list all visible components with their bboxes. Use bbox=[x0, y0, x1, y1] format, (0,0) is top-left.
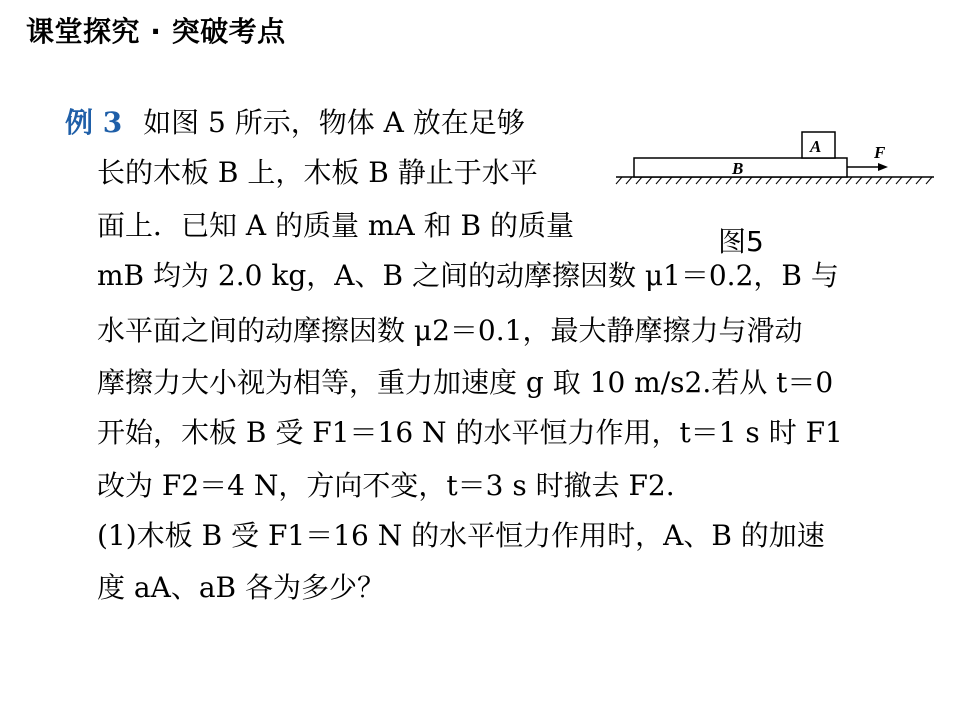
board-b-label: B bbox=[732, 159, 744, 178]
problem-line-9: (1)木板 B 受 F1＝16 N 的水平恒力作用时，A、B 的加速 bbox=[97, 519, 825, 552]
figure-caption: 图5 bbox=[718, 225, 764, 258]
ground-surface bbox=[616, 177, 934, 184]
problem-line-1: 例 3 如图 5 所示，物体 A 放在足够 bbox=[65, 106, 525, 139]
block-a-label: A bbox=[810, 137, 822, 156]
problem-line-8: 改为 F2＝4 N，方向不变，t＝3 s 时撤去 F2. bbox=[97, 469, 675, 502]
force-arrowhead bbox=[878, 163, 888, 171]
example-label: 例 3 bbox=[65, 106, 123, 139]
problem-line-2: 长的木板 B 上，木板 B 静止于水平 bbox=[97, 156, 538, 189]
problem-line-4: mB 均为 2.0 kg，A、B 之间的动摩擦因数 μ1＝0.2，B 与 bbox=[97, 259, 839, 292]
problem-line-7: 开始，木板 B 受 F1＝16 N 的水平恒力作用，t＝1 s 时 F1 bbox=[97, 416, 843, 449]
figure-5-diagram bbox=[612, 122, 938, 188]
problem-line-3: 面上．已知 A 的质量 mA 和 B 的质量 bbox=[97, 209, 574, 242]
problem-line-5: 水平面之间的动摩擦因数 μ2＝0.1，最大静摩擦力与滑动 bbox=[97, 314, 803, 347]
force-f-label: F bbox=[874, 143, 886, 162]
problem-line-10: 度 aA、aB 各为多少？ bbox=[97, 571, 385, 604]
problem-line-6: 摩擦力大小视为相等，重力加速度 g 取 10 m/s2.若从 t＝0 bbox=[97, 366, 834, 399]
slide-header: 课堂探究 · 突破考点 bbox=[26, 15, 286, 48]
